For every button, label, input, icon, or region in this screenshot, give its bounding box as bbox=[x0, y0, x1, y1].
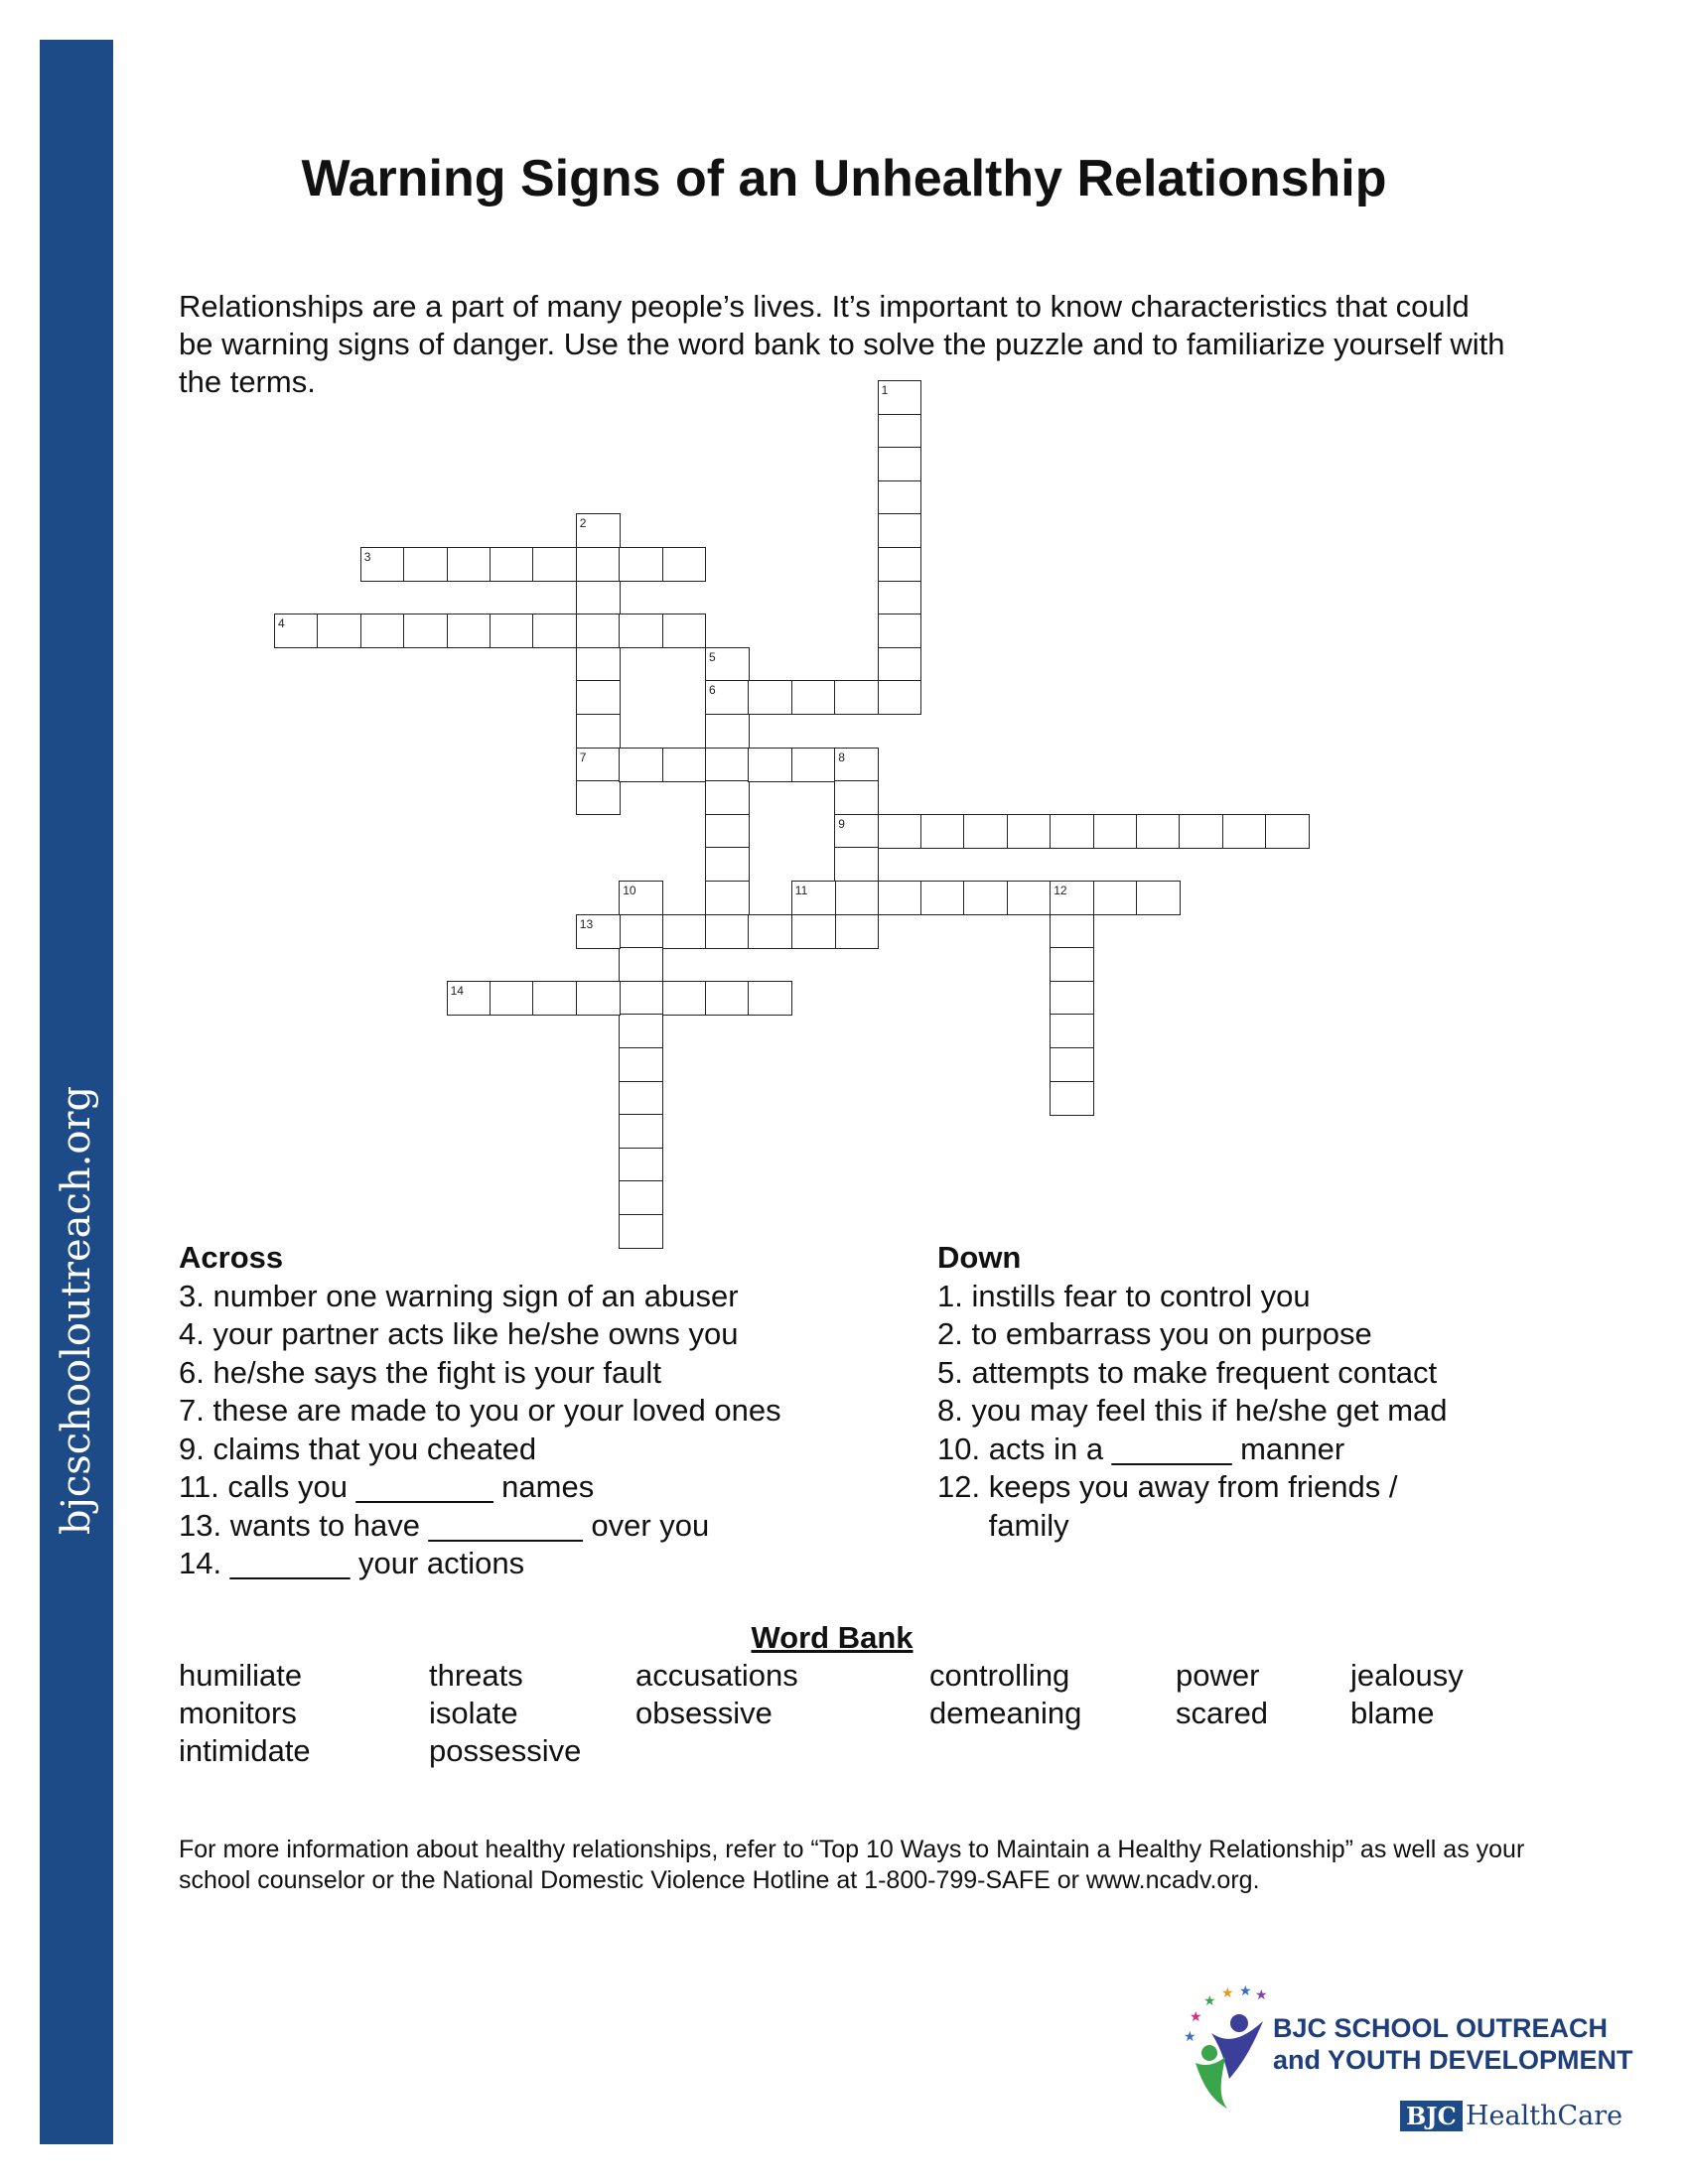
crossword-cell[interactable] bbox=[705, 714, 750, 749]
crossword-cell[interactable] bbox=[360, 614, 405, 648]
word-bank-word: isolate bbox=[429, 1696, 518, 1730]
crossword-cell[interactable] bbox=[619, 947, 663, 982]
crossword-cell[interactable] bbox=[662, 981, 707, 1016]
crossword-cell[interactable] bbox=[705, 780, 750, 815]
page-title: Warning Signs of an Unhealthy Relationship bbox=[301, 150, 1387, 207]
word-bank-word: possessive bbox=[429, 1733, 582, 1768]
svg-text:★: ★ bbox=[1221, 1984, 1234, 2000]
word-bank-word: scared bbox=[1176, 1696, 1269, 1730]
crossword-cell[interactable] bbox=[1050, 814, 1094, 849]
down-clue: 1. instills fear to control you bbox=[937, 1278, 1311, 1313]
word-bank-word: accusations bbox=[635, 1658, 798, 1693]
clue-number: 9 bbox=[838, 816, 845, 831]
crossword-cell[interactable] bbox=[878, 647, 922, 682]
clue-number: 7 bbox=[579, 750, 587, 764]
crossword-cell[interactable] bbox=[748, 981, 792, 1016]
across-heading: Across bbox=[179, 1240, 284, 1275]
crossword-cell[interactable] bbox=[1050, 981, 1094, 1016]
crossword-cell[interactable] bbox=[748, 748, 792, 782]
crossword-cell[interactable] bbox=[490, 547, 534, 582]
crossword-cell[interactable] bbox=[447, 614, 492, 648]
clue-number: 4 bbox=[278, 616, 285, 631]
crossword-cell[interactable] bbox=[834, 780, 879, 815]
clue-number: 2 bbox=[579, 516, 587, 531]
crossword-cell[interactable] bbox=[878, 680, 922, 715]
crossword-cell[interactable] bbox=[1050, 1047, 1094, 1082]
crossword-cell[interactable] bbox=[705, 914, 750, 949]
crossword-cell[interactable] bbox=[705, 748, 750, 782]
down-clue: 12. keeps you away from friends / bbox=[937, 1469, 1398, 1504]
crossword-cell[interactable] bbox=[920, 881, 965, 915]
crossword-cell[interactable] bbox=[619, 981, 663, 1016]
logo-figure-icon bbox=[1182, 1983, 1281, 2113]
crossword-cell[interactable] bbox=[963, 814, 1008, 849]
clue-number: 6 bbox=[709, 683, 716, 698]
crossword-cell[interactable] bbox=[1007, 881, 1052, 915]
clue-number: 5 bbox=[709, 649, 716, 664]
crossword-cell[interactable] bbox=[403, 614, 448, 648]
word-bank-word: controlling bbox=[929, 1658, 1070, 1693]
crossword-cell[interactable] bbox=[619, 1081, 663, 1116]
crossword-cell[interactable] bbox=[1007, 814, 1052, 849]
crossword-cell[interactable] bbox=[878, 480, 922, 515]
across-clue: 9. claims that you cheated bbox=[179, 1431, 537, 1466]
crossword-cell[interactable] bbox=[576, 680, 621, 715]
crossword-cell[interactable] bbox=[834, 847, 879, 882]
crossword-cell[interactable] bbox=[619, 1014, 663, 1048]
word-bank-word: obsessive bbox=[635, 1696, 773, 1730]
crossword-cell[interactable] bbox=[878, 513, 922, 548]
down-clue: 2. to embarrass you on purpose bbox=[937, 1316, 1372, 1351]
word-bank-word: blame bbox=[1350, 1696, 1435, 1730]
crossword-cell[interactable] bbox=[619, 1114, 663, 1149]
crossword-cell[interactable] bbox=[1093, 814, 1138, 849]
across-clue: 6. he/she says the fight is your fault bbox=[179, 1354, 661, 1390]
intro-paragraph: Relationships are a part of many people’s lives. It’s important to know characteristics that could be warning signs of danger. Use the word bank to solve the puzzle and to familiarize yourself with the terms. bbox=[179, 289, 1505, 399]
crossword-cell[interactable] bbox=[662, 748, 707, 782]
crossword-cell[interactable] bbox=[1050, 1081, 1094, 1116]
clue-number: 8 bbox=[838, 750, 845, 764]
crossword-cell[interactable] bbox=[662, 614, 707, 648]
crossword-cell[interactable] bbox=[532, 547, 577, 582]
logo-line-1: BJC SCHOOL OUTREACH bbox=[1273, 2013, 1609, 2043]
clue-number: 3 bbox=[363, 550, 371, 564]
bjc-healthcare-text: HealthCare bbox=[1466, 2101, 1623, 2131]
crossword-cell[interactable] bbox=[1136, 881, 1181, 915]
crossword-cell[interactable] bbox=[576, 581, 621, 615]
crossword-cell[interactable] bbox=[576, 714, 621, 749]
bjc-badge: BJC bbox=[1400, 2101, 1463, 2131]
crossword-cell[interactable] bbox=[576, 614, 621, 648]
clue-number: 13 bbox=[579, 916, 594, 931]
down-clue: family bbox=[937, 1507, 1069, 1543]
crossword-cell[interactable] bbox=[576, 780, 621, 815]
crossword-cell[interactable] bbox=[791, 748, 836, 782]
crossword-cell[interactable] bbox=[576, 547, 621, 582]
across-clue: 11. calls you ________ names bbox=[179, 1469, 595, 1504]
clue-number: 1 bbox=[881, 383, 889, 397]
crossword-cell[interactable] bbox=[791, 914, 836, 949]
crossword-cell[interactable] bbox=[705, 847, 750, 882]
crossword-cell[interactable] bbox=[619, 748, 663, 782]
crossword-cell[interactable] bbox=[619, 1148, 663, 1182]
crossword-cell[interactable] bbox=[1093, 881, 1138, 915]
crossword-cell[interactable] bbox=[1222, 814, 1267, 849]
crossword-cell[interactable] bbox=[878, 547, 922, 582]
crossword-cell[interactable] bbox=[1179, 814, 1223, 849]
clue-number: 11 bbox=[794, 884, 808, 897]
crossword-cell[interactable] bbox=[619, 614, 663, 648]
across-clue: 14. _______ your actions bbox=[179, 1546, 525, 1580]
crossword-cell[interactable] bbox=[791, 680, 836, 715]
crossword-cell[interactable] bbox=[878, 814, 922, 849]
clue-number: 14 bbox=[450, 983, 464, 998]
word-bank-word: humiliate bbox=[179, 1658, 303, 1693]
sidebar-url: bjcschooloutreach.org bbox=[54, 1085, 99, 1536]
across-clue: 4. your partner acts like he/she owns you bbox=[179, 1316, 739, 1351]
crossword-cell[interactable] bbox=[490, 981, 534, 1016]
crossword-cell[interactable] bbox=[619, 914, 663, 949]
crossword-cell[interactable] bbox=[834, 680, 879, 715]
crossword-cell[interactable] bbox=[403, 547, 448, 582]
word-bank-word: monitors bbox=[179, 1696, 297, 1730]
word-bank-word: threats bbox=[429, 1658, 523, 1693]
svg-text:★: ★ bbox=[1255, 1986, 1268, 2002]
across-clue: 7. these are made to you or your loved ones bbox=[179, 1393, 781, 1428]
svg-text:★: ★ bbox=[1190, 2008, 1202, 2024]
crossword-cell[interactable] bbox=[878, 581, 922, 615]
crossword-cell[interactable] bbox=[317, 614, 361, 648]
svg-text:★: ★ bbox=[1184, 2028, 1196, 2044]
crossword-cell[interactable] bbox=[1136, 814, 1181, 849]
across-clue: 3. number one warning sign of an abuser bbox=[179, 1278, 739, 1313]
crossword-cell[interactable] bbox=[834, 881, 879, 915]
crossword-cell[interactable] bbox=[705, 981, 750, 1016]
crossword-cell[interactable] bbox=[1265, 814, 1310, 849]
across-clues bbox=[179, 1239, 781, 1583]
crossword-cell[interactable] bbox=[878, 414, 922, 449]
crossword-cell[interactable] bbox=[619, 1047, 663, 1082]
down-clue: 5. attempts to make frequent contact bbox=[937, 1354, 1438, 1390]
crossword-cell[interactable] bbox=[662, 547, 707, 582]
crossword-cell[interactable] bbox=[1050, 947, 1094, 982]
crossword-cell[interactable] bbox=[748, 680, 792, 715]
word-bank-word: intimidate bbox=[179, 1733, 311, 1768]
clue-number: 10 bbox=[623, 884, 636, 897]
crossword-cell[interactable] bbox=[920, 814, 965, 849]
crossword-cell[interactable] bbox=[834, 914, 879, 949]
crossword-cell[interactable] bbox=[662, 914, 707, 949]
down-clue: 8. you may feel this if he/she get mad bbox=[937, 1393, 1448, 1428]
crossword-cell[interactable] bbox=[619, 547, 663, 582]
clue-number: 12 bbox=[1054, 884, 1067, 897]
crossword-cell[interactable] bbox=[532, 981, 577, 1016]
down-heading: Down bbox=[937, 1240, 1022, 1275]
across-clue: 13. wants to have _________ over you bbox=[179, 1507, 710, 1543]
down-clues bbox=[937, 1239, 1448, 1545]
crossword-cell[interactable] bbox=[878, 614, 922, 648]
svg-text:★: ★ bbox=[1203, 1992, 1216, 2008]
crossword-cell[interactable] bbox=[1050, 1014, 1094, 1048]
footer-note: For more information about healthy relationships, refer to “Top 10 Ways to Maintain a Healthy Relationship” as well as your school counselor or the National Domestic Violence Hotline at 1-800-799-SAFE or www.ncadv.org. bbox=[179, 1836, 1525, 1894]
crossword-cell[interactable] bbox=[705, 814, 750, 849]
crossword-cell[interactable] bbox=[619, 1180, 663, 1215]
word-bank-word: jealousy bbox=[1350, 1658, 1464, 1693]
crossword-cell[interactable] bbox=[447, 547, 492, 582]
down-clue: 10. acts in a _______ manner bbox=[937, 1431, 1345, 1466]
svg-text:★: ★ bbox=[1239, 1983, 1252, 1998]
crossword-cell[interactable] bbox=[705, 881, 750, 915]
crossword-cell[interactable] bbox=[532, 614, 577, 648]
crossword-cell[interactable] bbox=[1050, 914, 1094, 949]
word-bank-word: power bbox=[1176, 1658, 1260, 1693]
crossword-cell[interactable] bbox=[878, 447, 922, 481]
crossword-cell[interactable] bbox=[963, 881, 1008, 915]
logo-line-2: and YOUTH DEVELOPMENT bbox=[1273, 2045, 1633, 2075]
word-bank-word: demeaning bbox=[929, 1696, 1082, 1730]
crossword-cell[interactable] bbox=[748, 914, 792, 949]
crossword-cell[interactable] bbox=[576, 647, 621, 682]
crossword-cell[interactable] bbox=[878, 881, 922, 915]
bjc-logo bbox=[1182, 1964, 1633, 2152]
crossword-cell[interactable] bbox=[576, 981, 621, 1016]
crossword-cell[interactable] bbox=[490, 614, 534, 648]
word-bank-title: Word Bank bbox=[751, 1620, 914, 1655]
